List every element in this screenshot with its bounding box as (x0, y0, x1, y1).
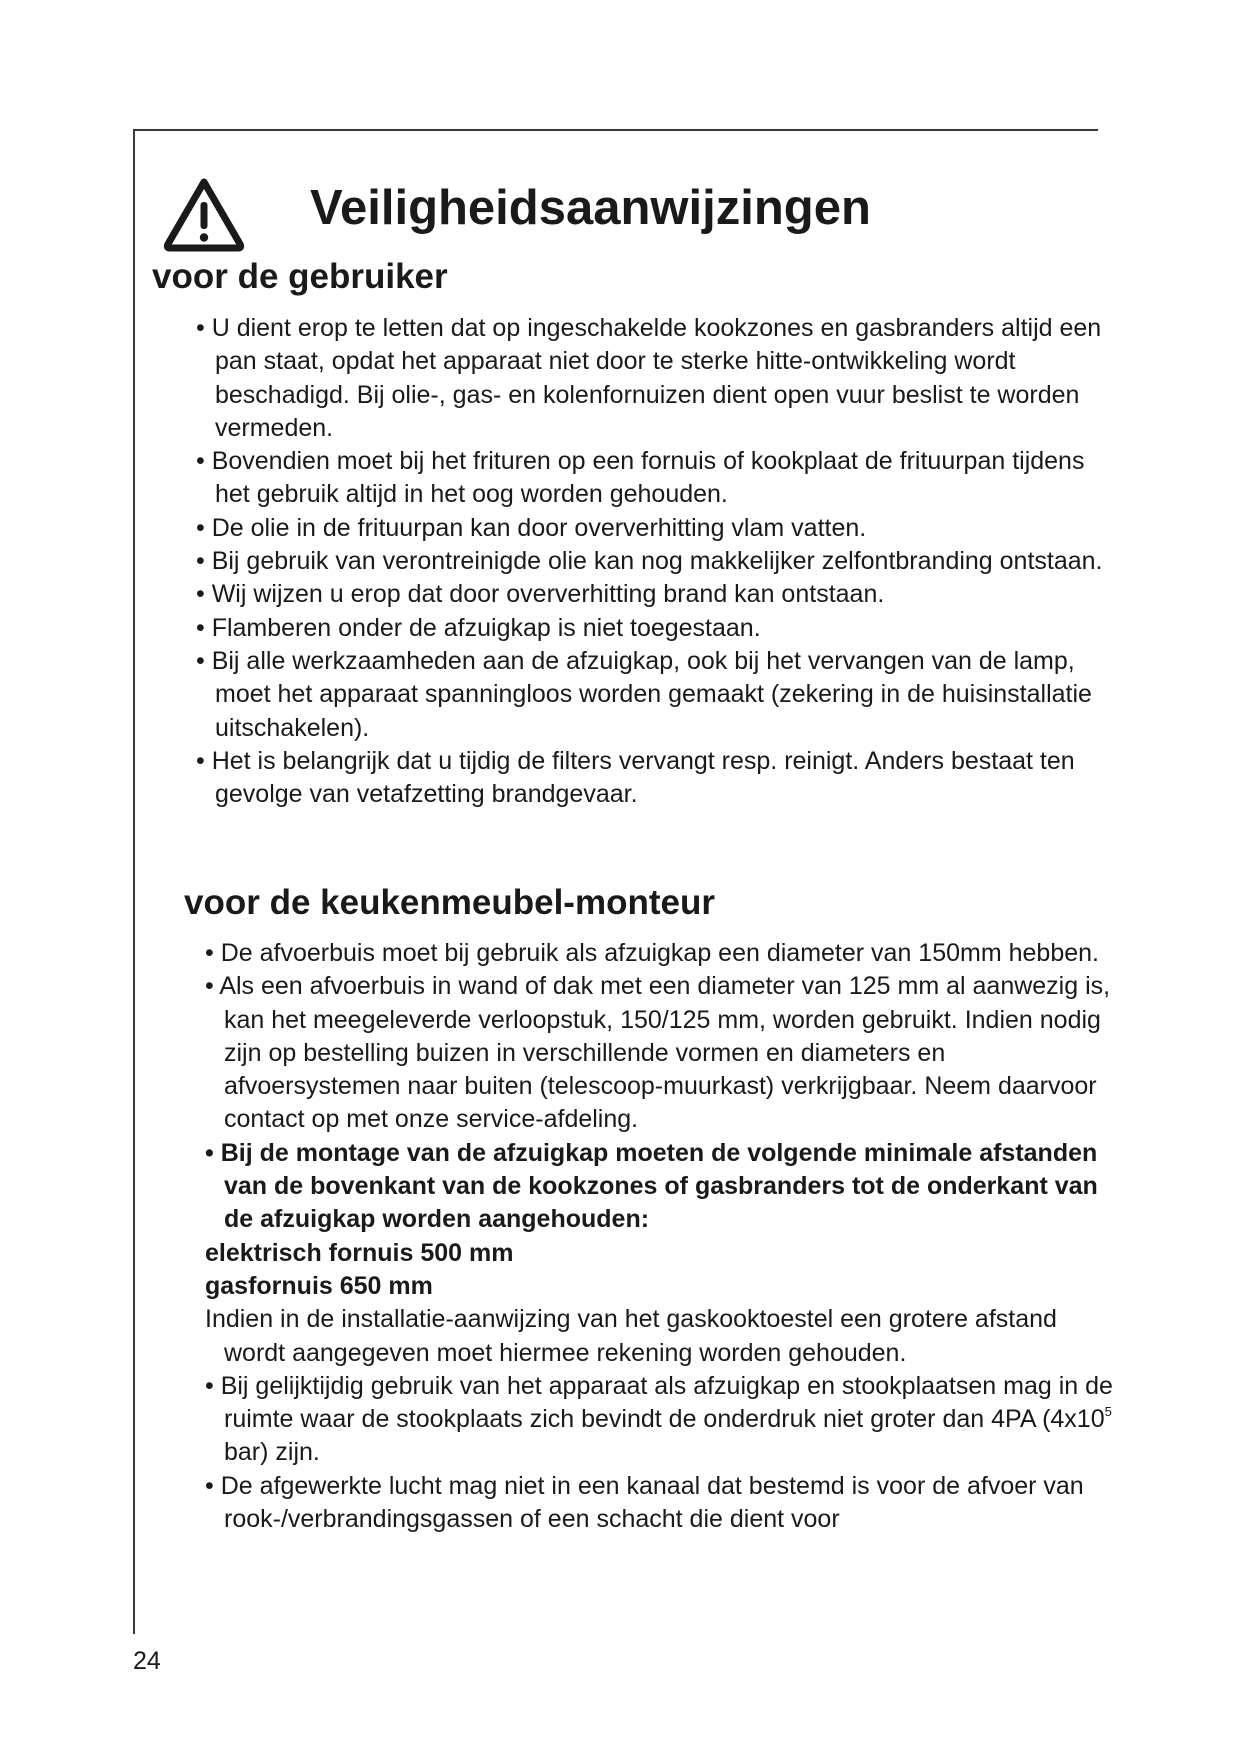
warning-triangle-icon (162, 176, 246, 252)
frame-left-rule (133, 129, 135, 1634)
distance-electric: elektrisch fornuis 500 mm (205, 1238, 514, 1267)
distance-note: Indien in de installatie-aanwijzing van het gaskooktoestel een grotere afstand wordt aangegeven moet hiermee rekening worden gehouden. (205, 1305, 1057, 1367)
frame-top-rule (133, 129, 1098, 131)
list-item: • Het is belangrijk dat u tijdig de filters vervangt resp. reinigt. Anders bestaat ten gevolge van vetafzetting brandgevaar. (196, 746, 1075, 809)
list-item: • De afgewerkte lucht mag niet in een kanaal dat bestemd is voor de afvoer van rook-/verbrandingsgassen of een schacht die dient voor (205, 1471, 1084, 1534)
list-item-distances (192, 1137, 1122, 1370)
list-item: • Bij gebruik van verontreinigde olie kan nog makkelijker zelfontbranding ontstaan. (196, 547, 1103, 576)
pressure-exponent: 5 (1104, 1404, 1112, 1420)
list-item: • De afvoerbuis moet bij gebruik als afzuigkap een diameter van 150mm hebben. (205, 939, 1099, 967)
pressure-text-end: bar) zijn. (224, 1438, 320, 1467)
page-title: Veiligheidsaanwijzingen (310, 181, 871, 235)
user-safety-list (183, 312, 1113, 811)
list-item: • Bij alle werkzaamheden aan de afzuigkap, ook bij het vervangen van de lamp, moet het apparaat spanningloos worden gemaakt (zekering in de huisinstallatie uitschakelen). (196, 646, 1092, 742)
section-heading-user: voor de gebruiker (152, 257, 448, 296)
section-heading-fitter: voor de keukenmeubel-monteur (184, 883, 715, 922)
list-item: • Wij wijzen u erop dat door oververhitting brand kan ontstaan. (196, 580, 885, 609)
list-item: • Bovendien moet bij het frituren op een fornuis of kookplaat de frituurpan tijdens het gebruik altijd in het oog worden gehouden. (196, 447, 1085, 509)
list-item-pressure (192, 1370, 1122, 1470)
list-item: • U dient erop te letten dat op ingeschakelde kookzones en gasbranders altijd een pan staat, opdat het apparaat niet door te sterke hitte-ontwikkeling wordt beschadigd. Bij olie-, gas- en kolenfornuizen dient open vuur beslist te worden vermeden. (196, 314, 1102, 442)
distance-intro: • Bij de montage van de afzuigkap moeten de volgende minimale afstanden van de bovenkant van de kookzones of gasbranders tot de onderkant van de afzuigkap worden aangehouden: (205, 1138, 1098, 1234)
list-item: • De olie in de frituurpan kan door oververhitting vlam vatten. (196, 513, 867, 542)
fitter-safety-list (192, 937, 1122, 1536)
list-item: • Flamberen onder de afzuigkap is niet toegestaan. (196, 613, 761, 642)
list-item: • Als een afvoerbuis in wand of dak met een diameter van 125 mm al aanwezig is, kan het meegeleverde verloopstuk, 150/125 mm, worden gebruikt. Indien nodig zijn op bestelling buizen in verschillende vormen en diameters en afvoersystemen naar buiten (telescoop-muurkast) verkrijgbaar. Neem daarvoor contact op met onze service-afdeling. (205, 972, 1111, 1134)
pressure-text: • Bij gelijktijdig gebruik van het apparaat als afzuigkap en stookplaatsen mag in de ruimte waar de stookplaats zich bevindt de onderdruk niet groter dan 4PA (4x10 (205, 1371, 1113, 1434)
page-number: 24 (133, 1647, 161, 1675)
distance-gas: gasfornuis 650 mm (205, 1271, 433, 1300)
